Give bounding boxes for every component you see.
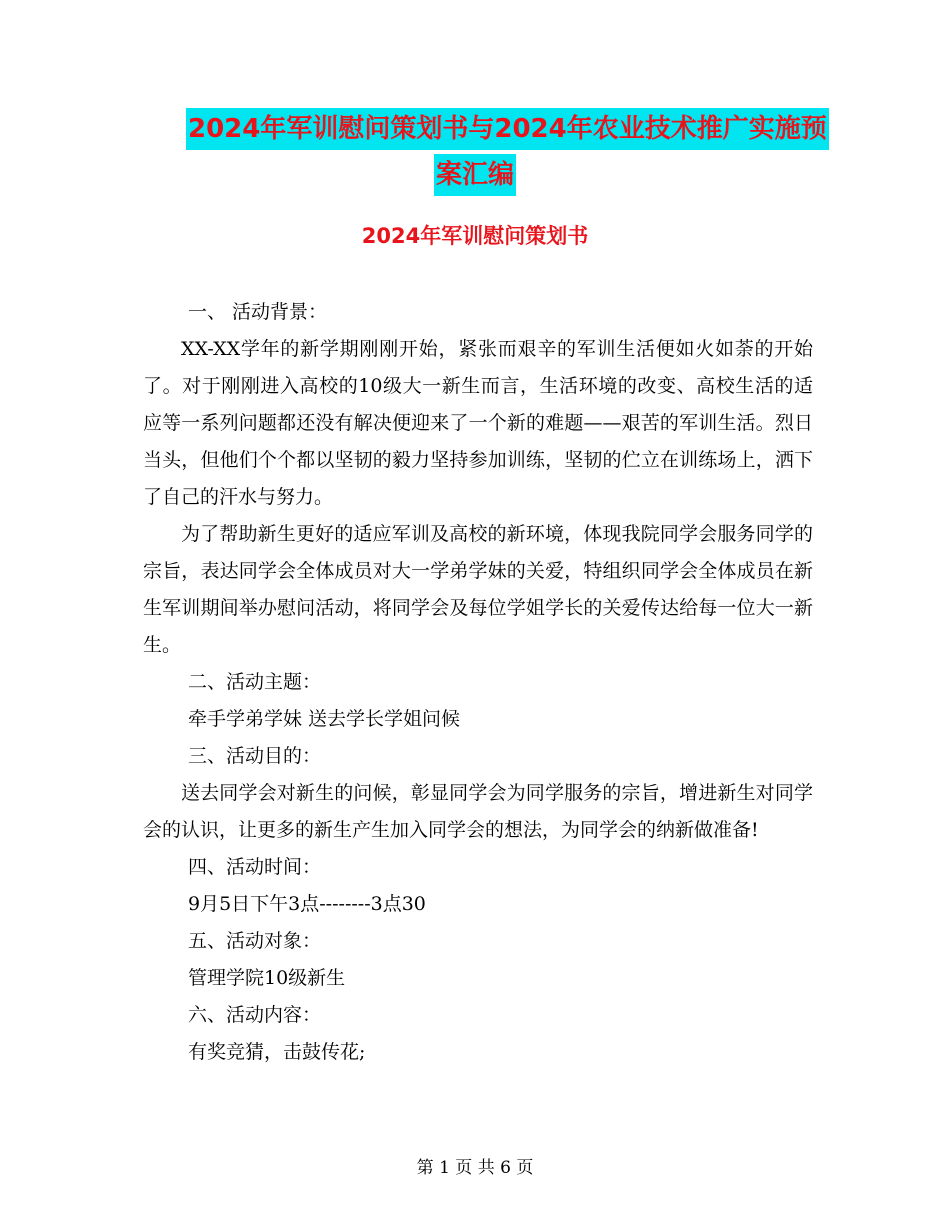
heading-goal: 三、活动目的：: [188, 745, 322, 767]
page-number-footer: 第 1 页 共 6 页: [416, 1158, 534, 1178]
paragraph-goal: 送去同学会对新生的问候，彰显同学会为同学服务的宗旨，增进新生对同学会的认识，让更多的新生产生加入同学会的想法，为同学会的纳新做准备!: [143, 782, 813, 841]
section-title: 2024年军训慰问策划书: [361, 224, 589, 248]
activity-theme-text: 牵手学弟学妹 送去学长学姐问候: [188, 708, 461, 730]
document-title-line-1: 2024年军训慰问策划书与2024年农业技术推广实施预: [186, 108, 829, 150]
activity-time-text: 9月5日下午3点--------3点30: [188, 893, 426, 915]
paragraph-purpose-intro: 为了帮助新生更好的适应军训及高校的新环境，体现我院同学会服务同学的宗旨，表达同学会全体成员对大一学弟学妹的关爱，特组织同学会全体成员在新生军训期间举办慰问活动，将同学会及每位学姐学长的关爱传达给每一位大一新生。: [143, 523, 813, 656]
heading-theme: 二、活动主题：: [188, 671, 322, 693]
heading-background: 一、 活动背景：: [188, 301, 328, 323]
heading-time: 四、活动时间：: [188, 856, 322, 878]
document-body: [143, 294, 813, 1071]
heading-content: 六、活动内容：: [188, 1004, 322, 1026]
activity-content-text: 有奖竞猜，击鼓传花;: [188, 1041, 366, 1063]
document-title-line-2: 案汇编: [434, 154, 516, 196]
paragraph-background: XX-XX学年的新学期刚刚开始，紧张而艰辛的军训生活便如火如荼的开始了。对于刚刚进入高校的10级大一新生而言，生活环境的改变、高校生活的适应等一系列问题都还没有解决便迎来了一个新的难题——艰苦的军训生活。烈日当头，但他们个个都以坚韧的毅力坚持参加训练，坚韧的伫立在训练场上，洒下了自己的汗水与努力。: [143, 338, 813, 508]
heading-target: 五、活动对象：: [188, 930, 322, 952]
activity-target-text: 管理学院10级新生: [188, 967, 346, 989]
